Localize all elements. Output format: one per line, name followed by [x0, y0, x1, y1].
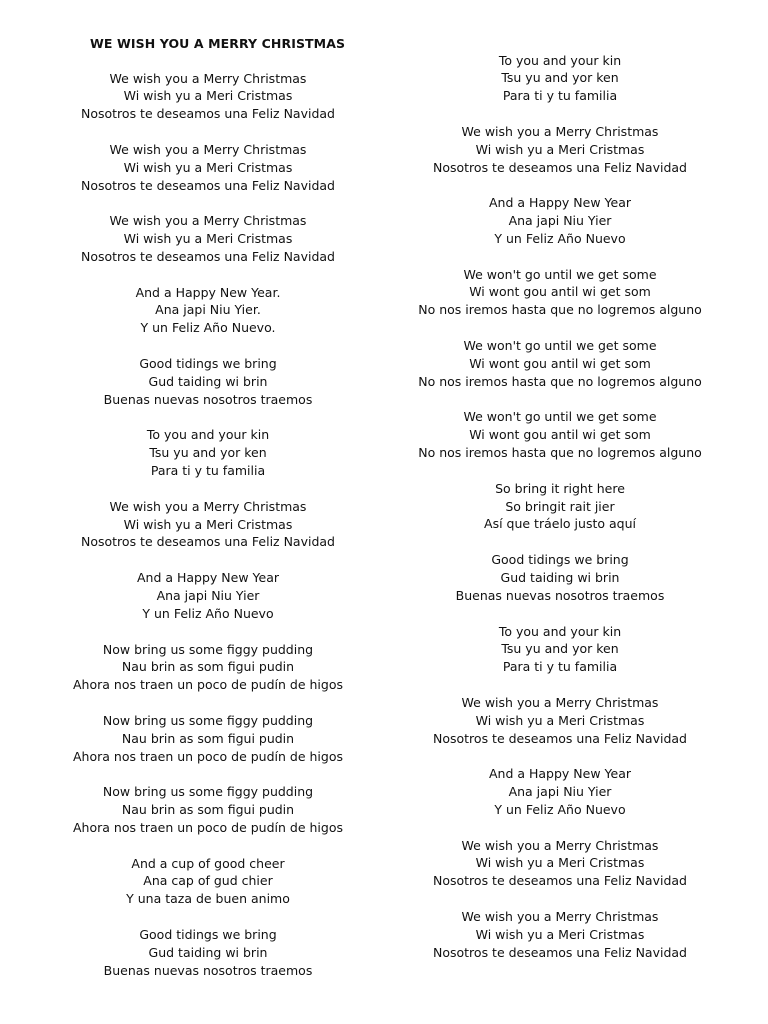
lyric-line: So bringit rait jier	[505, 498, 615, 514]
stanza	[400, 408, 720, 462]
lyric-line: Wi wish yu a Meri Cristmas	[123, 231, 293, 247]
lyric-line: Ana japi Niu Yier.	[155, 302, 261, 318]
stanza	[400, 694, 720, 748]
lyric-line: Ana japi Niu Yier	[508, 213, 612, 229]
lyric-line: To you and your kin	[498, 623, 622, 639]
lyric-line: Wi wish yu a Meri Cristmas	[475, 926, 645, 942]
lyric-line: Para ti y tu familia	[150, 463, 266, 479]
lyric-line: Tsu yu and yor ken	[149, 445, 267, 461]
lyric-line: Nosotros te deseamos una Feliz Navidad	[433, 730, 687, 746]
lyric-line: Wi wont gou antil wi get som	[469, 284, 651, 300]
lyric-line: We wish you a Merry Christmas	[461, 909, 659, 924]
lyric-line: Wi wish yu a Meri Cristmas	[123, 159, 293, 175]
stanza	[48, 141, 368, 195]
lyric-line: Wi wish yu a Meri Cristmas	[475, 712, 645, 728]
stanza	[48, 355, 368, 409]
lyric-line: Nau brin as som figui pudin	[121, 802, 295, 818]
song-title: WE WISH YOU A MERRY CHRISTMAS	[90, 36, 346, 51]
lyric-line: Nosotros te deseamos una Feliz Navidad	[433, 873, 687, 889]
lyric-line: We wish you a Merry Christmas	[109, 141, 307, 157]
lyric-line: Tsu yu and yor ken	[501, 70, 619, 86]
lyric-line: Y una taza de buen animo	[126, 891, 290, 907]
lyric-line: Wi wish yu a Meri Cristmas	[123, 516, 293, 532]
lyric-line: Y un Feliz Año Nuevo	[494, 230, 626, 246]
stanza	[48, 426, 368, 480]
lyric-line: Para ti y tu familia	[502, 88, 618, 104]
stanza	[48, 712, 368, 766]
lyric-line: Ana cap of gud chier	[143, 873, 273, 889]
lyric-line: Gud taiding wi brin	[148, 373, 268, 389]
lyric-line: Así que tráelo justo aquí	[484, 516, 636, 532]
stanza	[48, 569, 368, 623]
lyric-line: Now bring us some figgy pudding	[102, 712, 314, 728]
lyric-line: And a Happy New Year	[488, 766, 632, 782]
lyric-line: Wi wish yu a Meri Cristmas	[475, 141, 645, 157]
lyric-line: Para ti y tu familia	[502, 659, 618, 675]
stanza	[48, 498, 368, 552]
lyric-line: We wish you a Merry Christmas	[461, 123, 659, 139]
stanza	[400, 52, 720, 106]
lyric-line: And a cup of good cheer	[131, 855, 285, 871]
lyric-line: So bring it right here	[495, 480, 625, 496]
lyric-line: Nau brin as som figui pudin	[121, 659, 295, 675]
lyric-line: Buenas nuevas nosotros traemos	[103, 962, 313, 978]
lyric-line: And a Happy New Year	[136, 570, 280, 586]
lyric-line: Nosotros te deseamos una Feliz Navidad	[433, 944, 687, 960]
lyric-line: Ahora nos traen un poco de pudín de higos	[73, 748, 343, 764]
lyric-line: We won't go until we get some	[463, 409, 657, 425]
stanza	[48, 284, 368, 338]
right-column	[400, 52, 720, 980]
lyric-line: Nosotros te deseamos una Feliz Navidad	[81, 177, 335, 193]
stanza	[400, 765, 720, 819]
stanza	[48, 70, 368, 124]
lyric-line: Wi wish yu a Meri Cristmas	[475, 855, 645, 871]
lyric-line: Wi wish yu a Meri Cristmas	[123, 88, 293, 104]
left-column	[48, 70, 368, 998]
lyric-line: Gud taiding wi brin	[500, 569, 620, 585]
lyric-line: Y un Feliz Año Nuevo.	[140, 320, 276, 336]
lyric-line: Now bring us some figgy pudding	[102, 641, 314, 657]
lyric-line: Good tidings we bring	[491, 552, 629, 568]
lyric-line: No nos iremos hasta que no logremos alguno	[418, 373, 702, 389]
lyric-line: We wish you a Merry Christmas	[109, 213, 307, 229]
lyric-line: Buenas nuevas nosotros traemos	[455, 587, 665, 603]
lyric-line: Good tidings we bring	[139, 356, 277, 371]
lyric-line: Buenas nuevas nosotros traemos	[103, 391, 313, 407]
stanza	[400, 837, 720, 891]
stanza	[400, 908, 720, 962]
lyric-line: Wi wont gou antil wi get som	[469, 355, 651, 371]
lyric-line: Wi wont gou antil wi get som	[469, 427, 651, 443]
lyric-line: We wish you a Merry Christmas	[109, 498, 307, 514]
stanza	[48, 212, 368, 266]
lyric-line: We wish you a Merry Christmas	[461, 694, 659, 710]
lyric-line: Now bring us some figgy pudding	[102, 784, 314, 800]
lyric-line: Y un Feliz Año Nuevo	[142, 605, 274, 621]
stanza	[400, 623, 720, 677]
stanza	[400, 123, 720, 177]
lyric-line: Ahora nos traen un poco de pudín de higos	[73, 819, 343, 835]
lyric-line: We won't go until we get some	[463, 266, 657, 282]
lyric-line: And a Happy New Year.	[135, 284, 281, 300]
lyric-line: Gud taiding wi brin	[148, 944, 268, 960]
lyric-line: And a Happy New Year	[488, 195, 632, 211]
lyric-line: Nau brin as som figui pudin	[121, 730, 295, 746]
stanza	[400, 337, 720, 391]
lyric-line: To you and your kin	[146, 427, 270, 443]
lyric-line: Y un Feliz Año Nuevo	[494, 801, 626, 817]
stanza	[400, 551, 720, 605]
lyric-line: Nosotros te deseamos una Feliz Navidad	[433, 159, 687, 175]
lyric-line: Nosotros te deseamos una Feliz Navidad	[81, 106, 335, 122]
lyric-line: To you and your kin	[498, 52, 622, 68]
lyric-line: Ana japi Niu Yier	[156, 587, 260, 603]
lyric-line: We won't go until we get some	[463, 338, 657, 353]
stanza	[48, 783, 368, 837]
stanza	[400, 480, 720, 534]
lyric-line: No nos iremos hasta que no logremos alguno	[418, 445, 702, 461]
stanza	[48, 641, 368, 695]
lyric-line: Nosotros te deseamos una Feliz Navidad	[81, 534, 335, 550]
lyric-line: Ahora nos traen un poco de pudín de higos	[73, 677, 343, 693]
lyric-line: We wish you a Merry Christmas	[109, 70, 307, 86]
stanza	[400, 194, 720, 248]
stanza	[400, 266, 720, 320]
lyric-line: No nos iremos hasta que no logremos alguno	[418, 302, 702, 318]
lyric-line: Good tidings we bring	[139, 927, 277, 942]
stanza	[48, 855, 368, 909]
lyric-line: Nosotros te deseamos una Feliz Navidad	[81, 248, 335, 264]
lyric-line: Ana japi Niu Yier	[508, 784, 612, 800]
lyric-line: We wish you a Merry Christmas	[461, 837, 659, 853]
stanza	[48, 926, 368, 980]
lyric-line: Tsu yu and yor ken	[501, 641, 619, 657]
